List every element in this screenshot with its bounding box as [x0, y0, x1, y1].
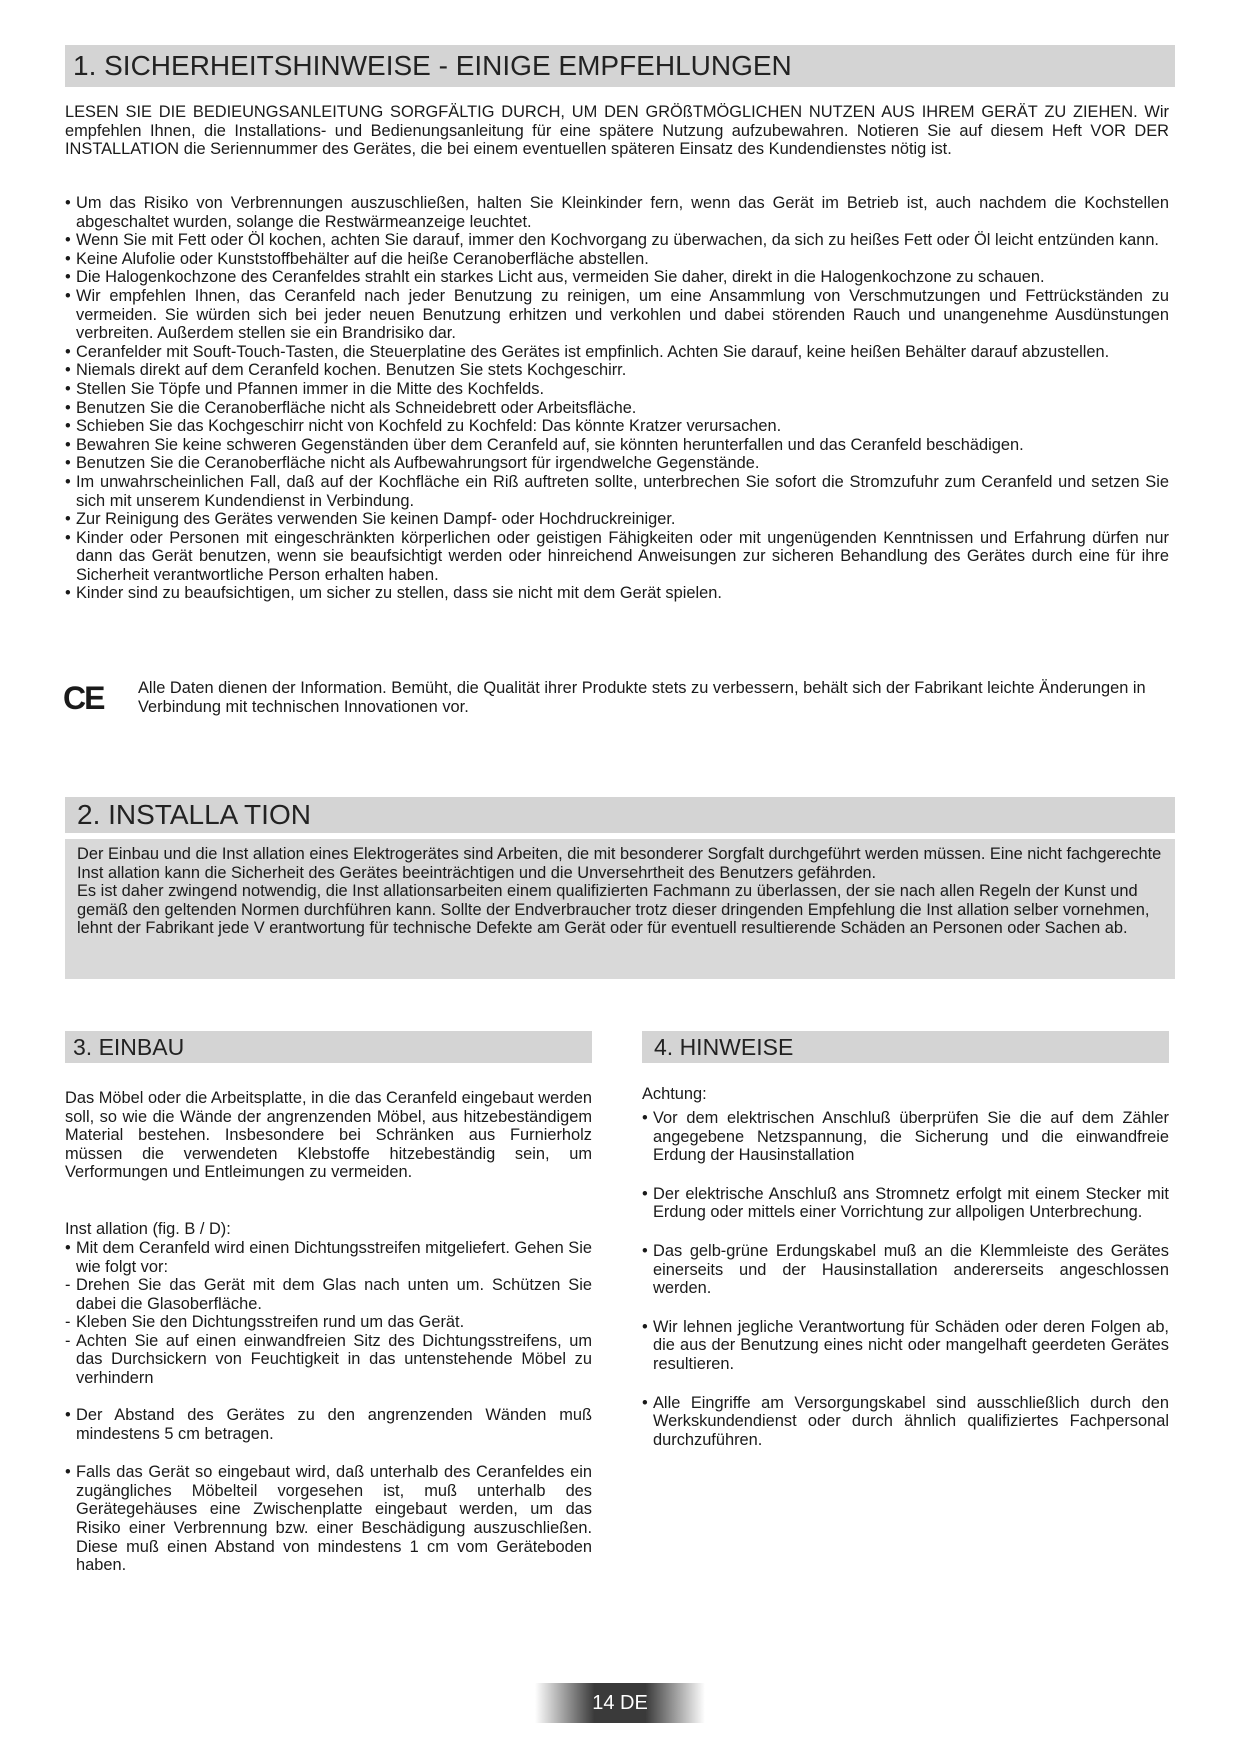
installation-paragraph-2: Es ist daher zwingend notwendig, die Inst allationsarbeiten einem qualifizierten Fachmann zu überlassen, der sie nach allen Regeln der Kunst und gemäß den geltenden Normen durchführen kann. Sollte der Endverbraucher trotz dieser dringenden Empfehlung die Inst allation selber vornehmen, lehnt der Fabrikant jede V erantwortung für technische Defekte am Gerät oder für eventuell resultierende Schäden an Personen oder Sachen ab.: [77, 882, 1150, 938]
einbau-install-list: [65, 1239, 592, 1276]
installation-paragraph-1: Der Einbau und die Inst allation eines Elektrogerätes sind Arbeiten, die mit besonderer Sorgfalt durchgeführt werden müssen. Eine nicht fachgerechte Inst allation kann die Sicherheit des Gerätes beeinträchtigen und die Unversehrtheit des Benutzers gefährden.: [77, 845, 1162, 882]
einbau-install-label: Inst allation (fig. B / D):: [65, 1220, 231, 1238]
list-item: • Keine Alufolie oder Kunststoffbehälter auf die heiße Ceranoberfläche abstellen.: [65, 250, 1169, 269]
safety-list: [65, 194, 1169, 603]
section-2-title: 2. INSTALLA TION: [65, 797, 1175, 833]
list-item: • Benutzen Sie die Ceranoberfläche nicht als Aufbewahrungsort für irgendwelche Gegenstände.: [65, 454, 1169, 473]
list-item: • Schieben Sie das Kochgeschirr nicht von Kochfeld zu Kochfeld: Das könnte Kratzer verursachen.: [65, 417, 1169, 436]
list-item: • Das gelb-grüne Erdungskabel muß an die Klemmleiste des Gerätes einerseits und der Hausinstallation andererseits angeschlossen werden.: [642, 1242, 1169, 1298]
list-item: • Der Abstand des Gerätes zu den angrenzenden Wänden muß mindestens 5 cm betragen.: [65, 1406, 592, 1443]
section-1-title: 1. SICHERHEITSHINWEISE - EINIGE EMPFEHLUNGEN: [65, 45, 1175, 87]
list-item: • Ceranfelder mit Souft-Touch-Tasten, die Steuerplatine des Gerätes ist empfinlich. Achten Sie darauf, keine heißen Behälter darauf abzustellen.: [65, 343, 1169, 362]
list-item: • Stellen Sie Töpfe und Pfannen immer in die Mitte des Kochfelds.: [65, 380, 1169, 399]
ce-mark-icon: CE: [63, 680, 104, 716]
section-3-title: 3. EINBAU: [65, 1031, 592, 1063]
list-item: • Kinder sind zu beaufsichtigen, um sicher zu stellen, dass sie nicht mit dem Gerät spielen.: [65, 584, 1169, 603]
list-item: • Niemals direkt auf dem Ceranfeld kochen. Benutzen Sie stets Kochgeschirr.: [65, 361, 1169, 380]
list-item: • Mit dem Ceranfeld wird einen Dichtungsstreifen mitgeliefert. Gehen Sie wie folgt vor:: [65, 1239, 592, 1276]
installation-notice-box: [65, 839, 1175, 979]
einbau-intro: Das Möbel oder die Arbeitsplatte, in die das Ceranfeld eingebaut werden soll, so wie die Wände der angrenzenden Möbel, aus hitzebeständigem Material bestehen. Insbesondere bei Schränken aus Furnierholz müssen die verwendeten Klebstoffe hitzebeständig sein, um Verformungen und Entleimungen zu vermeiden.: [65, 1089, 592, 1182]
list-item: • Der elektrische Anschluß ans Stromnetz erfolgt mit einem Stecker mit Erdung oder mittels einer Vorrichtung zur allpoligen Unterbrechung.: [642, 1185, 1169, 1222]
list-item: • Alle Eingriffe am Versorgungskabel sind ausschließlich durch den Werkskundendienst oder durch ähnlich qualifiziertes Fachpersonal durchzuführen.: [642, 1394, 1169, 1450]
list-item: • Wir empfehlen Ihnen, das Ceranfeld nach jeder Benutzung zu reinigen, um eine Ansammlung von Verschmutzungen und Fettrückständen zu vermeiden. Sie würden sich bei jeder neuen Benutzung erhitzen und verkohlen und dabei störenden Rauch und unangenehme Ausdünstungen verbreiten. Außerdem stellen sie ein Brandrisiko dar.: [65, 287, 1169, 343]
list-item: • Vor dem elektrischen Anschluß überprüfen Sie die auf dem Zähler angegebene Netzspannung, die Sicherung und die einwandfreie Erdung der Hausinstallation: [642, 1109, 1169, 1165]
list-item: • Wenn Sie mit Fett oder Öl kochen, achten Sie darauf, immer den Kochvorgang zu überwachen, da sich zu heißes Fett oder Öl leicht entzünden kann.: [65, 231, 1169, 250]
list-item: • Kinder oder Personen mit eingeschränkten körperlichen oder geistigen Fähigkeiten oder mit ungenügenden Kenntnissen und Erfahrung dürfen nur dann das Gerät benutzen, wenn sie beaufsichtigt werden oder hinreichend Anweisungen zur sicheren Behandlung des Gerätes durch eine für ihre Sicherheit verantwortliche Person erhalten haben.: [65, 529, 1169, 585]
list-item: • Um das Risiko von Verbrennungen auszuschließen, halten Sie Kleinkinder fern, wenn das Gerät im Betrieb ist, auch nachdem die Kochstellen abgeschaltet wurden, solange die Restwärmeanzeige leuchtet.: [65, 194, 1169, 231]
section-4-title: 4. HINWEISE: [642, 1031, 1169, 1063]
section-1-intro: LESEN SIE DIE BEDIEUNGSANLEITUNG SORGFÄLTIG DURCH, UM DEN GRÖßTMÖGLICHEN NUTZEN AUS IHREM GERÄT ZU ZIEHEN. Wir empfehlen Ihnen, die Installations- und Bedienungsanleitung für eine spätere Nutzung aufzubewahren. Notieren Sie auf diesem Heft VOR DER INSTALLATION die Seriennummer des Gerätes, die bei einem eventuellen späteren Einsatz des Kundendienstes nötig ist.: [65, 103, 1169, 159]
list-item: • Die Halogenkochzone des Ceranfeldes strahlt ein starkes Licht aus, vermeiden Sie daher, direkt in die Halogenkochzone zu schauen.: [65, 268, 1169, 287]
list-item: - Achten Sie auf einen einwandfreien Sitz des Dichtungsstreifens, um das Durchsickern von Feuchtigkeit in das untenstehende Möbel zu verhindern: [65, 1332, 592, 1388]
ce-notice: Alle Daten dienen der Information. Bemüht, die Qualität ihrer Produkte stets zu verbessern, behält sich der Fabrikant leichte Änderungen in Verbindung mit technischen Innovationen vor.: [138, 679, 1146, 716]
einbau-bullet-list: [65, 1406, 592, 1575]
page-number: 14 DE: [535, 1683, 705, 1723]
list-item: • Falls das Gerät so eingebaut wird, daß unterhalb des Ceranfeldes ein zugängliches Möbelteil vorgesehen ist, muß unterhalb des Gerätegehäuses eine Zwischenplatte eingebaut werden, um das Risiko einer Verbrennung bzw. einer Beschädigung auszuschließen. Diese muß einen Abstand von mindestens 1 cm vom Geräteboden haben.: [65, 1463, 592, 1575]
list-item: • Benutzen Sie die Ceranoberfläche nicht als Schneidebrett oder Arbeitsfläche.: [65, 399, 1169, 418]
hinweise-list: [642, 1109, 1169, 1449]
list-item: - Kleben Sie den Dichtungsstreifen rund um das Gerät.: [65, 1313, 592, 1332]
list-item: • Wir lehnen jegliche Verantwortung für Schäden oder deren Folgen ab, die aus der Benutzung eines nicht oder mangelhaft geerdeten Gerätes resultieren.: [642, 1318, 1169, 1374]
hinweise-label: Achtung:: [642, 1085, 707, 1103]
list-item: • Zur Reinigung des Gerätes verwenden Sie keinen Dampf- oder Hochdruckreiniger.: [65, 510, 1169, 529]
list-item: - Drehen Sie das Gerät mit dem Glas nach unten um. Schützen Sie dabei die Glasoberfläche.: [65, 1276, 592, 1313]
list-item: • Bewahren Sie keine schweren Gegenständen über dem Ceranfeld auf, sie könnten herunterfallen und das Ceranfeld beschädigen.: [65, 436, 1169, 455]
einbau-dash-list: [65, 1276, 592, 1388]
list-item: • Im unwahrscheinlichen Fall, daß auf der Kochfläche ein Riß auftreten sollte, unterbrechen Sie sofort die Stromzufuhr zum Ceranfeld und setzen Sie sich mit unserem Kundendienst in Verbindung.: [65, 473, 1169, 510]
